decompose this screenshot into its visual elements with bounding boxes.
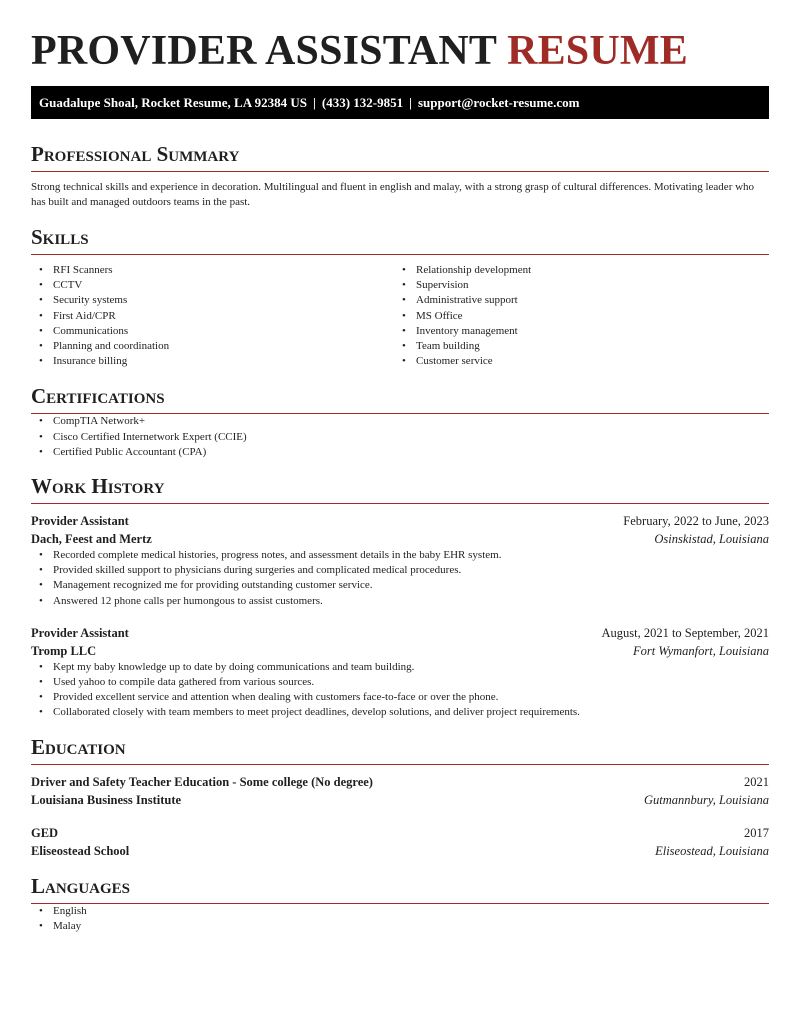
- skills-list-right: [394, 263, 757, 369]
- section-divider: [31, 503, 769, 504]
- education-entry: [31, 773, 769, 809]
- contact-bar: [31, 86, 769, 119]
- job-location: Fort Wymanfort, Louisiana: [632, 643, 769, 658]
- skills-section: [31, 224, 769, 369]
- languages-list: [31, 904, 769, 934]
- contact-phone[interactable]: (433) 132-9851: [321, 95, 404, 110]
- skill-item: • Relationship development: [394, 263, 757, 278]
- contact-address: Guadalupe Shoal, Rocket Resume, LA 92384 US: [39, 95, 307, 110]
- skills-columns: [31, 263, 769, 369]
- education-school: Louisiana Business Institute: [31, 792, 182, 807]
- job-bullet: • Provided skilled support to physicians during surgeries and complicated medical procedures.: [31, 563, 769, 578]
- skill-item: • Communications: [31, 324, 394, 339]
- certifications-heading: Certifications: [31, 384, 165, 409]
- section-divider: [31, 764, 769, 765]
- work-history-heading: Work History: [31, 474, 165, 499]
- job-bullet: • Answered 12 phone calls per humongous to assist customers.: [31, 594, 769, 609]
- job-company: Tromp LLC: [31, 643, 97, 658]
- certification-item: • Cisco Certified Internetwork Expert (CCIE): [31, 430, 769, 445]
- contact-separator: |: [409, 95, 412, 110]
- job-entry: [31, 624, 769, 721]
- language-item: • Malay: [31, 919, 769, 934]
- certifications-section: [31, 383, 769, 460]
- job-bullet: • Collaborated closely with team members to meet project deadlines, develop solutions, and deliver project requirements.: [31, 705, 769, 720]
- certification-item: • Certified Public Accountant (CPA): [31, 445, 769, 460]
- job-bullets: [31, 548, 769, 609]
- education-location: Gutmannbury, Louisiana: [643, 792, 769, 807]
- skill-item: • Inventory management: [394, 324, 757, 339]
- job-bullets: [31, 660, 769, 721]
- skill-item: • Administrative support: [394, 293, 757, 308]
- contact-separator: |: [312, 95, 316, 110]
- education-school-row: [31, 791, 769, 809]
- skill-item: • Team building: [394, 339, 757, 354]
- job-dates: August, 2021 to September, 2021: [601, 625, 769, 640]
- language-item: • English: [31, 904, 769, 919]
- job-company: Dach, Feest and Mertz: [31, 532, 152, 547]
- education-location: Eliseostead, Louisiana: [655, 843, 769, 858]
- section-divider: [31, 254, 769, 255]
- education-entry: [31, 824, 769, 860]
- skill-item: • Supervision: [394, 278, 757, 293]
- education-school-row: [31, 842, 769, 860]
- certifications-list: [31, 414, 769, 460]
- skill-item: • RFI Scanners: [31, 263, 394, 278]
- skill-item: • First Aid/CPR: [31, 309, 394, 324]
- skills-list-left: [31, 263, 394, 369]
- job-header-row: [31, 624, 769, 642]
- skill-item: • Insurance billing: [31, 354, 394, 369]
- skill-item: • CCTV: [31, 278, 394, 293]
- skill-item: • Security systems: [31, 293, 394, 308]
- skill-item: • Customer service: [394, 354, 757, 369]
- languages-heading: Languages: [31, 873, 131, 898]
- summary-section: [31, 141, 769, 210]
- job-bullet: • Kept my baby knowledge up to date by doing communications and team building.: [31, 660, 769, 675]
- summary-text: Strong technical skills and experience in decoration. Multilingual and fluent in english and malay, with a strong grasp of cultural differences. Motivating leader who has built and managed outdoors teams in the past.: [31, 181, 755, 208]
- certification-item: • CompTIA Network+: [31, 414, 769, 429]
- skill-item: • MS Office: [394, 309, 757, 324]
- job-location: Osinskistad, Louisiana: [654, 532, 769, 547]
- education-heading: Education: [31, 734, 126, 759]
- skills-heading: Skills: [31, 225, 89, 249]
- languages-section: [31, 873, 769, 934]
- job-title: Provider Assistant: [31, 514, 129, 529]
- summary-heading: Professional Summary: [31, 142, 240, 166]
- education-degree: GED: [31, 825, 59, 840]
- job-bullet: • Used yahoo to compile data gathered from various sources.: [31, 675, 769, 690]
- job-entry: [31, 512, 769, 609]
- title-main: PROVIDER ASSISTANT: [31, 28, 497, 74]
- resume-title: [31, 26, 769, 76]
- job-bullet: • Recorded complete medical histories, progress notes, and assessment details in the baby EHR system.: [31, 548, 769, 563]
- job-title: Provider Assistant: [31, 625, 129, 640]
- education-year: 2017: [744, 825, 769, 840]
- skill-item: • Planning and coordination: [31, 339, 394, 354]
- section-divider: [31, 171, 769, 172]
- title-accent: RESUME: [507, 28, 688, 74]
- work-history-section: [31, 473, 769, 721]
- job-company-row: [31, 642, 769, 660]
- education-section: [31, 734, 769, 860]
- education-year: 2021: [744, 774, 769, 789]
- job-bullet: • Management recognized me for providing outstanding customer service.: [31, 578, 769, 593]
- education-degree: Driver and Safety Teacher Education - Some college (No degree): [31, 774, 373, 789]
- job-company-row: [31, 530, 769, 548]
- job-bullet: • Provided excellent service and attention when dealing with customers face-to-face or over the phone.: [31, 690, 769, 705]
- education-header-row: [31, 824, 769, 842]
- contact-email[interactable]: support@rocket-resume.com: [417, 95, 580, 110]
- resume-page: [31, 0, 769, 934]
- education-header-row: [31, 773, 769, 791]
- job-dates: February, 2022 to June, 2023: [623, 514, 769, 529]
- job-header-row: [31, 512, 769, 530]
- education-school: Eliseostead School: [31, 843, 130, 858]
